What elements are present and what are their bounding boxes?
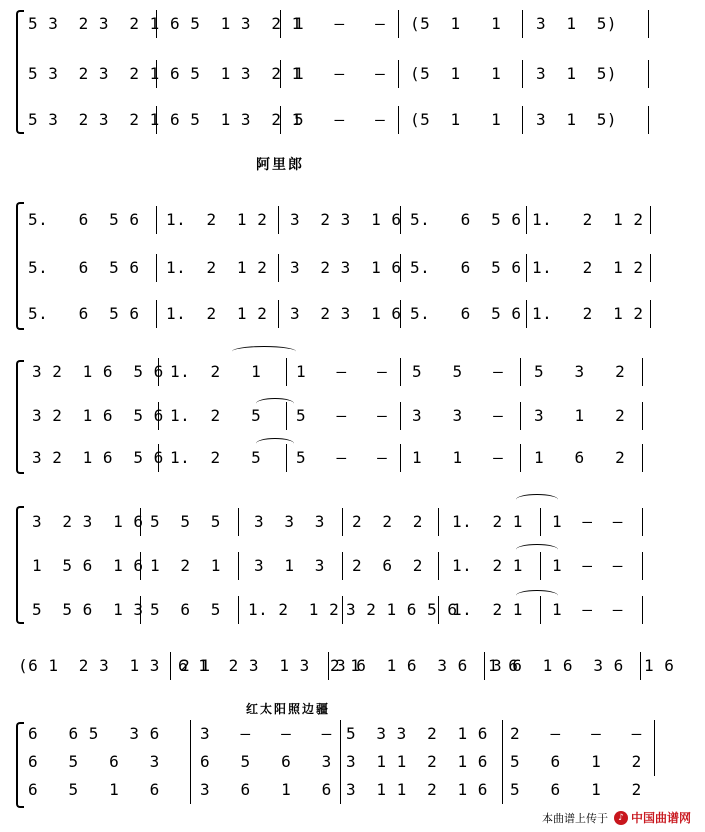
barline: [190, 748, 191, 776]
measure: 3 1 1 2 1 6: [346, 780, 488, 799]
barline: [140, 552, 141, 580]
measure: 5 3 2 3 2 1: [28, 14, 160, 33]
barline: [342, 552, 343, 580]
score-line: [24, 108, 674, 132]
measure: 1 – –: [296, 362, 388, 381]
barline: [340, 748, 341, 776]
measure: 3 3 3: [254, 512, 325, 531]
barline: [654, 748, 655, 776]
measure: 1. 2 1 2: [166, 210, 268, 229]
score-line: [24, 554, 674, 578]
system-brace: [16, 722, 24, 808]
barline: [520, 358, 521, 386]
barline: [502, 748, 503, 776]
score-line: [24, 750, 674, 774]
barline: [238, 508, 239, 536]
measure: 1. 2 5: [170, 406, 262, 425]
measure: 3 1 5): [536, 110, 618, 129]
measure: 5. 6 5 6: [28, 210, 140, 229]
measure: 3 3 –: [412, 406, 504, 425]
measure: 1 – –: [294, 64, 386, 83]
measure: 3 1 5): [536, 64, 618, 83]
barline: [642, 596, 643, 624]
measure: 5 – –: [296, 448, 388, 467]
barline: [190, 776, 191, 804]
barline: [340, 776, 341, 804]
measure: 3 2 3 1 6: [290, 304, 402, 323]
measure: 6 6 5 3 6: [28, 724, 160, 743]
measure: 1. 2 1 2: [248, 600, 340, 619]
measure: 6 5 6 3: [28, 752, 160, 771]
barline: [398, 60, 399, 88]
barline: [342, 508, 343, 536]
measure: 1 – –: [552, 600, 623, 619]
measure: 1. 2 1 2: [532, 258, 644, 277]
measure: 3 2 3 1 6: [32, 512, 144, 531]
measure: 1 – –: [552, 556, 623, 575]
barline: [438, 552, 439, 580]
barline: [526, 300, 527, 328]
measure: 5. 6 5 6: [28, 258, 140, 277]
system-brace: [16, 202, 24, 330]
barline: [540, 508, 541, 536]
section-title: 阿里郎: [256, 157, 304, 173]
measure: (5 1 1: [410, 110, 502, 129]
site-logo[interactable]: [614, 809, 691, 826]
barline: [238, 552, 239, 580]
measure: 2 – – –: [510, 724, 642, 743]
barline: [438, 508, 439, 536]
measure: 6 5 1 3 2 1: [170, 110, 302, 129]
slur: [516, 494, 558, 505]
measure: 5 6 1 2: [510, 752, 642, 771]
barline: [156, 300, 157, 328]
measure: 2 6 2: [352, 556, 423, 575]
barline: [140, 596, 141, 624]
score-line: [24, 598, 674, 622]
section-title: 红太阳照边疆: [246, 702, 331, 716]
measure: (6 1 2 3 1 3 2 1: [18, 656, 211, 675]
system-brace: [16, 506, 24, 624]
measure: 1. 2 1: [170, 362, 262, 381]
measure: 6 5 6 3: [200, 752, 332, 771]
measure: 3 2 1 6 5 6: [32, 448, 164, 467]
barline: [158, 444, 159, 472]
measure: 1 2 1: [150, 556, 221, 575]
barline: [342, 596, 343, 624]
barline: [502, 776, 503, 804]
measure: 5 5 –: [412, 362, 504, 381]
barline: [156, 10, 157, 38]
barline: [520, 444, 521, 472]
barline: [540, 596, 541, 624]
measure: (5 1 1: [410, 14, 502, 33]
measure: 5 3 2: [534, 362, 626, 381]
upload-text: 本曲谱上传于: [541, 811, 608, 825]
measure: 1. 2 1 2: [166, 258, 268, 277]
score-system-1: [0, 8, 705, 138]
barline: [286, 402, 287, 430]
score-line: [24, 510, 674, 534]
measure: 6 5 1 6: [28, 780, 160, 799]
measure: 5. 6 5 6: [410, 210, 522, 229]
score-line: [24, 778, 674, 802]
measure: 3 2 1 6 5 6: [32, 406, 164, 425]
measure: 5 5 5: [150, 512, 221, 531]
measure: 6 5 1 3 2 1: [170, 64, 302, 83]
barline: [642, 444, 643, 472]
barline: [156, 106, 157, 134]
barline: [286, 444, 287, 472]
measure: 5 – –: [294, 110, 386, 129]
score-system-3: [0, 346, 705, 476]
measure: 5 5 6 1 3: [32, 600, 144, 619]
footer-watermark: [542, 809, 691, 826]
barline: [400, 254, 401, 282]
measure: 3 6 1 6 3 6 1 6: [336, 656, 519, 675]
barline: [156, 60, 157, 88]
barline: [400, 206, 401, 234]
measure: 3 6 1 6 3 6 1 6: [492, 656, 675, 675]
score-system-2: [0, 198, 705, 338]
barline: [278, 254, 279, 282]
barline: [640, 652, 641, 680]
score-line: [10, 654, 675, 678]
music-note-icon: ♪: [614, 811, 628, 825]
score-system-5: [0, 652, 705, 682]
measure: 3 1 3: [254, 556, 325, 575]
barline: [156, 206, 157, 234]
score-line: [24, 404, 674, 428]
measure: 6 5 1 3 2 1: [170, 14, 302, 33]
measure: 3 2 3 1 6: [290, 258, 402, 277]
barline: [540, 552, 541, 580]
measure: 1. 2 1: [452, 512, 523, 531]
measure: 3 2 1 6 5 6: [346, 600, 458, 619]
barline: [400, 402, 401, 430]
barline: [526, 206, 527, 234]
score-system-6: [0, 718, 705, 808]
barline: [158, 358, 159, 386]
barline: [502, 720, 503, 748]
measure: 3 1 5): [536, 14, 618, 33]
measure: 1 – –: [552, 512, 623, 531]
barline: [156, 254, 157, 282]
barline: [398, 106, 399, 134]
measure: 5 6 1 2: [510, 780, 642, 799]
barline: [190, 720, 191, 748]
barline: [328, 652, 329, 680]
score-line: [24, 302, 674, 326]
measure: 1. 2 1: [452, 600, 523, 619]
measure: 1 6 2: [534, 448, 626, 467]
barline: [520, 402, 521, 430]
measure: 5 6 5: [150, 600, 221, 619]
barline: [654, 720, 655, 748]
barline: [400, 444, 401, 472]
barline: [280, 106, 281, 134]
barline: [484, 652, 485, 680]
score-line: [24, 360, 674, 384]
score-line: [24, 446, 674, 470]
score-line: [24, 62, 674, 86]
barline: [642, 508, 643, 536]
barline: [340, 720, 341, 748]
barline: [522, 60, 523, 88]
barline: [522, 10, 523, 38]
barline: [650, 300, 651, 328]
score-line: [24, 256, 674, 280]
measure: 1. 2 5: [170, 448, 262, 467]
barline: [158, 402, 159, 430]
barline: [648, 60, 649, 88]
measure: 1. 2 1: [452, 556, 523, 575]
measure: 6 1 2 3 1 3 2 1: [178, 656, 361, 675]
barline: [140, 508, 141, 536]
measure: 3 2 3 1 6: [290, 210, 402, 229]
measure: 5. 6 5 6: [410, 258, 522, 277]
slur: [232, 346, 296, 357]
barline: [438, 596, 439, 624]
measure: 1 5 6 1 6: [32, 556, 144, 575]
barline: [398, 10, 399, 38]
measure: 3 – – –: [200, 724, 332, 743]
measure: (5 1 1: [410, 64, 502, 83]
measure: 5 3 2 3 2 1: [28, 110, 160, 129]
measure: 1 1 –: [412, 448, 504, 467]
measure: 5. 6 5 6: [410, 304, 522, 323]
measure: 3 6 1 6: [200, 780, 332, 799]
measure: 3 2 1 6 5 6: [32, 362, 164, 381]
score-line: [24, 208, 674, 232]
barline: [280, 10, 281, 38]
measure: 5. 6 5 6: [28, 304, 140, 323]
system-brace: [16, 360, 24, 474]
barline: [522, 106, 523, 134]
barline: [526, 254, 527, 282]
barline: [278, 300, 279, 328]
barline: [642, 358, 643, 386]
system-brace: [16, 10, 24, 134]
barline: [280, 60, 281, 88]
measure: 5 – –: [296, 406, 388, 425]
barline: [648, 10, 649, 38]
barline: [650, 254, 651, 282]
barline: [642, 402, 643, 430]
barline: [286, 358, 287, 386]
barline: [650, 206, 651, 234]
barline: [400, 300, 401, 328]
barline: [400, 358, 401, 386]
barline: [170, 652, 171, 680]
score-line: [24, 12, 674, 36]
measure: 1 – –: [294, 14, 386, 33]
barline: [642, 552, 643, 580]
measure: 2 2 2: [352, 512, 423, 531]
score-line: [24, 722, 674, 746]
measure: 1. 2 1 2: [532, 304, 644, 323]
barline: [238, 596, 239, 624]
barline: [278, 206, 279, 234]
measure: 1. 2 1 2: [166, 304, 268, 323]
measure: 3 1 1 2 1 6: [346, 752, 488, 771]
measure: 3 1 2: [534, 406, 626, 425]
measure: 5 3 2 3 2 1: [28, 64, 160, 83]
barline: [648, 106, 649, 134]
score-system-4: [0, 494, 705, 628]
measure: 1. 2 1 2: [532, 210, 644, 229]
logo-text: 中国曲谱网: [630, 811, 691, 825]
measure: 5 3 3 2 1 6: [346, 724, 488, 743]
